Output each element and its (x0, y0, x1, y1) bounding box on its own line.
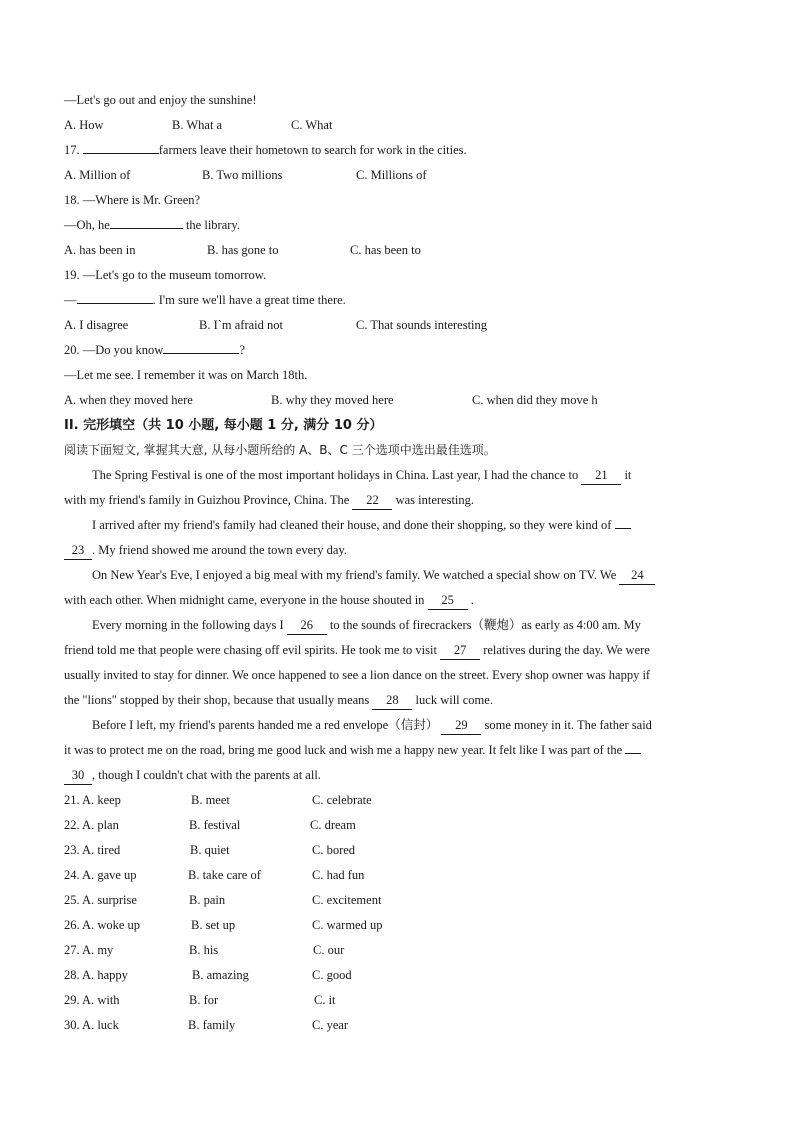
q18-reply (64, 213, 734, 238)
choice-a[interactable]: 21. A. keep (64, 793, 121, 807)
q18-options (64, 238, 734, 263)
passage-text: , though I couldn't chat with the parents at all. (92, 768, 321, 782)
q16-option-b[interactable]: B. What a (172, 118, 223, 132)
choice-list (64, 788, 734, 1038)
passage-line (64, 513, 734, 538)
blank-21[interactable]: 21 (581, 466, 621, 485)
choice-a[interactable]: 27. A. my (64, 943, 114, 957)
q20-options (64, 388, 734, 413)
choice-a[interactable]: 30. A. luck (64, 1018, 119, 1032)
section-title: II. 完形填空（共 10 小题, 每小题 1 分, 满分 10 分） (64, 418, 383, 433)
blank-30-start[interactable] (625, 753, 641, 754)
q17-text: farmers leave their hometown to search for work in the cities. (158, 143, 467, 157)
passage-line (64, 713, 734, 738)
choice-row (64, 863, 734, 888)
q18-blank[interactable] (110, 214, 183, 229)
choice-b[interactable]: B. family (188, 1018, 236, 1032)
choice-a[interactable]: 28. A. happy (64, 968, 128, 982)
q19-reply (64, 288, 734, 313)
passage-line (64, 463, 734, 488)
passage-line (64, 563, 734, 588)
blank-29[interactable]: 29 (441, 716, 481, 735)
choice-a[interactable]: 29. A. with (64, 993, 120, 1007)
q16-option-a[interactable]: A. How (64, 118, 104, 132)
passage-text: the "lions" stopped by their shop, because that usually means (64, 693, 373, 707)
passage-text: it was to protect me on the road, bring me good luck and wish me a happy new year. It felt like I was part of the (64, 743, 626, 757)
choice-a[interactable]: 25. A. surprise (64, 893, 137, 907)
passage-line (64, 588, 734, 613)
q19-blank[interactable] (77, 289, 153, 304)
blank-28[interactable]: 28 (372, 691, 412, 710)
choice-b[interactable]: B. for (189, 993, 219, 1007)
q20-question-end: ? (239, 343, 245, 357)
passage-line: usually invited to stay for dinner. We once happened to see a lion dance on the street. Every shop owner was happy if (64, 668, 651, 682)
q16-dialogue-line: —Let's go out and enjoy the sunshine! (64, 93, 257, 107)
passage-text: The Spring Festival is one of the most important holidays in China. Last year, I had the chance to (92, 468, 582, 482)
q19-option-b[interactable]: B. I`m afraid not (199, 318, 284, 332)
choice-row (64, 988, 734, 1013)
q19-option-a[interactable]: A. I disagree (64, 318, 129, 332)
q18-option-a[interactable]: A. has been in (64, 243, 136, 257)
passage-line (64, 538, 734, 563)
q18-reply-start: —Oh, he (64, 218, 110, 232)
q19-reply-start: — (64, 293, 77, 307)
passage-line (64, 613, 734, 638)
passage-text: relatives during the day. We were (480, 643, 650, 657)
choice-b[interactable]: B. take care of (188, 868, 261, 882)
choice-row (64, 963, 734, 988)
choice-b[interactable]: B. set up (191, 918, 236, 932)
choice-row (64, 838, 734, 863)
passage-text: On New Year's Eve, I enjoyed a big meal with my friend's family. We watched a special show on TV. We (92, 568, 620, 582)
q17-option-c[interactable]: C. Millions of (356, 168, 427, 182)
passage-text: with each other. When midnight came, everyone in the house shouted in (64, 593, 428, 607)
q16-options (64, 113, 734, 138)
q17-question (64, 138, 734, 163)
q19-option-c[interactable]: C. That sounds interesting (356, 318, 488, 332)
choice-b[interactable]: B. pain (189, 893, 226, 907)
choice-row (64, 913, 734, 938)
section-instruction: 阅读下面短文, 掌握其大意, 从每小题所给的 A、B、C 三个选项中选出最佳选项。 (64, 443, 496, 457)
q20-option-a[interactable]: A. when they moved here (64, 393, 193, 407)
choice-b[interactable]: B. quiet (190, 843, 230, 857)
q20-blank[interactable] (163, 339, 239, 354)
q19-options (64, 313, 734, 338)
blank-22[interactable]: 22 (352, 491, 392, 510)
passage-text: Every morning in the following days I (92, 618, 287, 632)
passage-line (64, 688, 734, 713)
choice-b[interactable]: B. festival (189, 818, 241, 832)
q20-reply: —Let me see. I remember it was on March 18th. (64, 368, 308, 382)
choice-row (64, 813, 734, 838)
passage-text: with my friend's family in Guizhou Province, China. The (64, 493, 353, 507)
passage-text: to the sounds of firecrackers（鞭炮）as early as 4:00 am. My (326, 618, 641, 632)
q20-option-c[interactable]: C. when did they move h (472, 393, 598, 407)
q17-number: 17. (64, 143, 83, 157)
passage-text: friend told me that people were chasing off evil spirits. He took me to visit (64, 643, 441, 657)
choice-c[interactable]: C. year (312, 1018, 349, 1032)
choice-b[interactable]: B. meet (191, 793, 230, 807)
blank-26[interactable]: 26 (287, 616, 327, 635)
q18-reply-end: the library. (182, 218, 240, 232)
q20-option-b[interactable]: B. why they moved here (271, 393, 394, 407)
q17-blank[interactable] (83, 139, 159, 154)
passage-line (64, 638, 734, 663)
blank-30[interactable]: 30 (64, 766, 92, 785)
choice-c[interactable]: C. had fun (312, 868, 365, 882)
choice-b[interactable]: B. his (189, 943, 219, 957)
choice-c[interactable]: C. excitement (312, 893, 382, 907)
q18-option-b[interactable]: B. has gone to (207, 243, 279, 257)
blank-27[interactable]: 27 (440, 641, 480, 660)
q20-question (64, 338, 734, 363)
q20-question-start: 20. —Do you know (64, 343, 164, 357)
exam-page (64, 88, 734, 1038)
choice-c[interactable]: C. good (312, 968, 352, 982)
passage-line (64, 763, 734, 788)
passage-text: I arrived after my friend's family had cleaned their house, and done their shopping, so they were kind of (92, 518, 615, 532)
q19-reply-end: . I'm sure we'll have a great time there. (152, 293, 346, 307)
passage-text: some money in it. The father said (481, 718, 652, 732)
choice-c[interactable]: C. dream (310, 818, 356, 832)
q17-option-b[interactable]: B. Two millions (202, 168, 283, 182)
passage-text: luck will come. (412, 693, 493, 707)
blank-23-start[interactable] (615, 528, 631, 529)
q18-question: 18. —Where is Mr. Green? (64, 193, 201, 207)
q17-option-a[interactable]: A. Million of (64, 168, 131, 182)
passage-text: was interesting. (392, 493, 475, 507)
choice-c[interactable]: C. bored (312, 843, 356, 857)
choice-b[interactable]: B. amazing (192, 968, 249, 982)
blank-25[interactable]: 25 (428, 591, 468, 610)
passage-text: . (467, 593, 474, 607)
passage-text: . My friend showed me around the town every day. (92, 543, 348, 557)
blank-24[interactable]: 24 (619, 566, 655, 585)
choice-c[interactable]: C. our (313, 943, 345, 957)
choice-a[interactable]: 26. A. woke up (64, 918, 141, 932)
q18-option-c[interactable]: C. has been to (350, 243, 421, 257)
choice-row (64, 1013, 734, 1038)
passage-text: it (621, 468, 632, 482)
choice-a[interactable]: 23. A. tired (64, 843, 121, 857)
choice-a[interactable]: 22. A. plan (64, 818, 119, 832)
choice-c[interactable]: C. it (314, 993, 336, 1007)
passage-line (64, 488, 734, 513)
q17-options (64, 163, 734, 188)
passage-line (64, 738, 734, 763)
choice-row (64, 788, 734, 813)
blank-23[interactable]: 23 (64, 541, 92, 560)
choice-row (64, 938, 734, 963)
passage-text: Before I left, my friend's parents handed me a red envelope（信封） (92, 718, 442, 732)
choice-c[interactable]: C. warmed up (312, 918, 383, 932)
choice-a[interactable]: 24. A. gave up (64, 868, 137, 882)
choice-row (64, 888, 734, 913)
choice-c[interactable]: C. celebrate (312, 793, 372, 807)
q19-question: 19. —Let's go to the museum tomorrow. (64, 268, 267, 282)
q16-option-c[interactable]: C. What (291, 118, 333, 132)
